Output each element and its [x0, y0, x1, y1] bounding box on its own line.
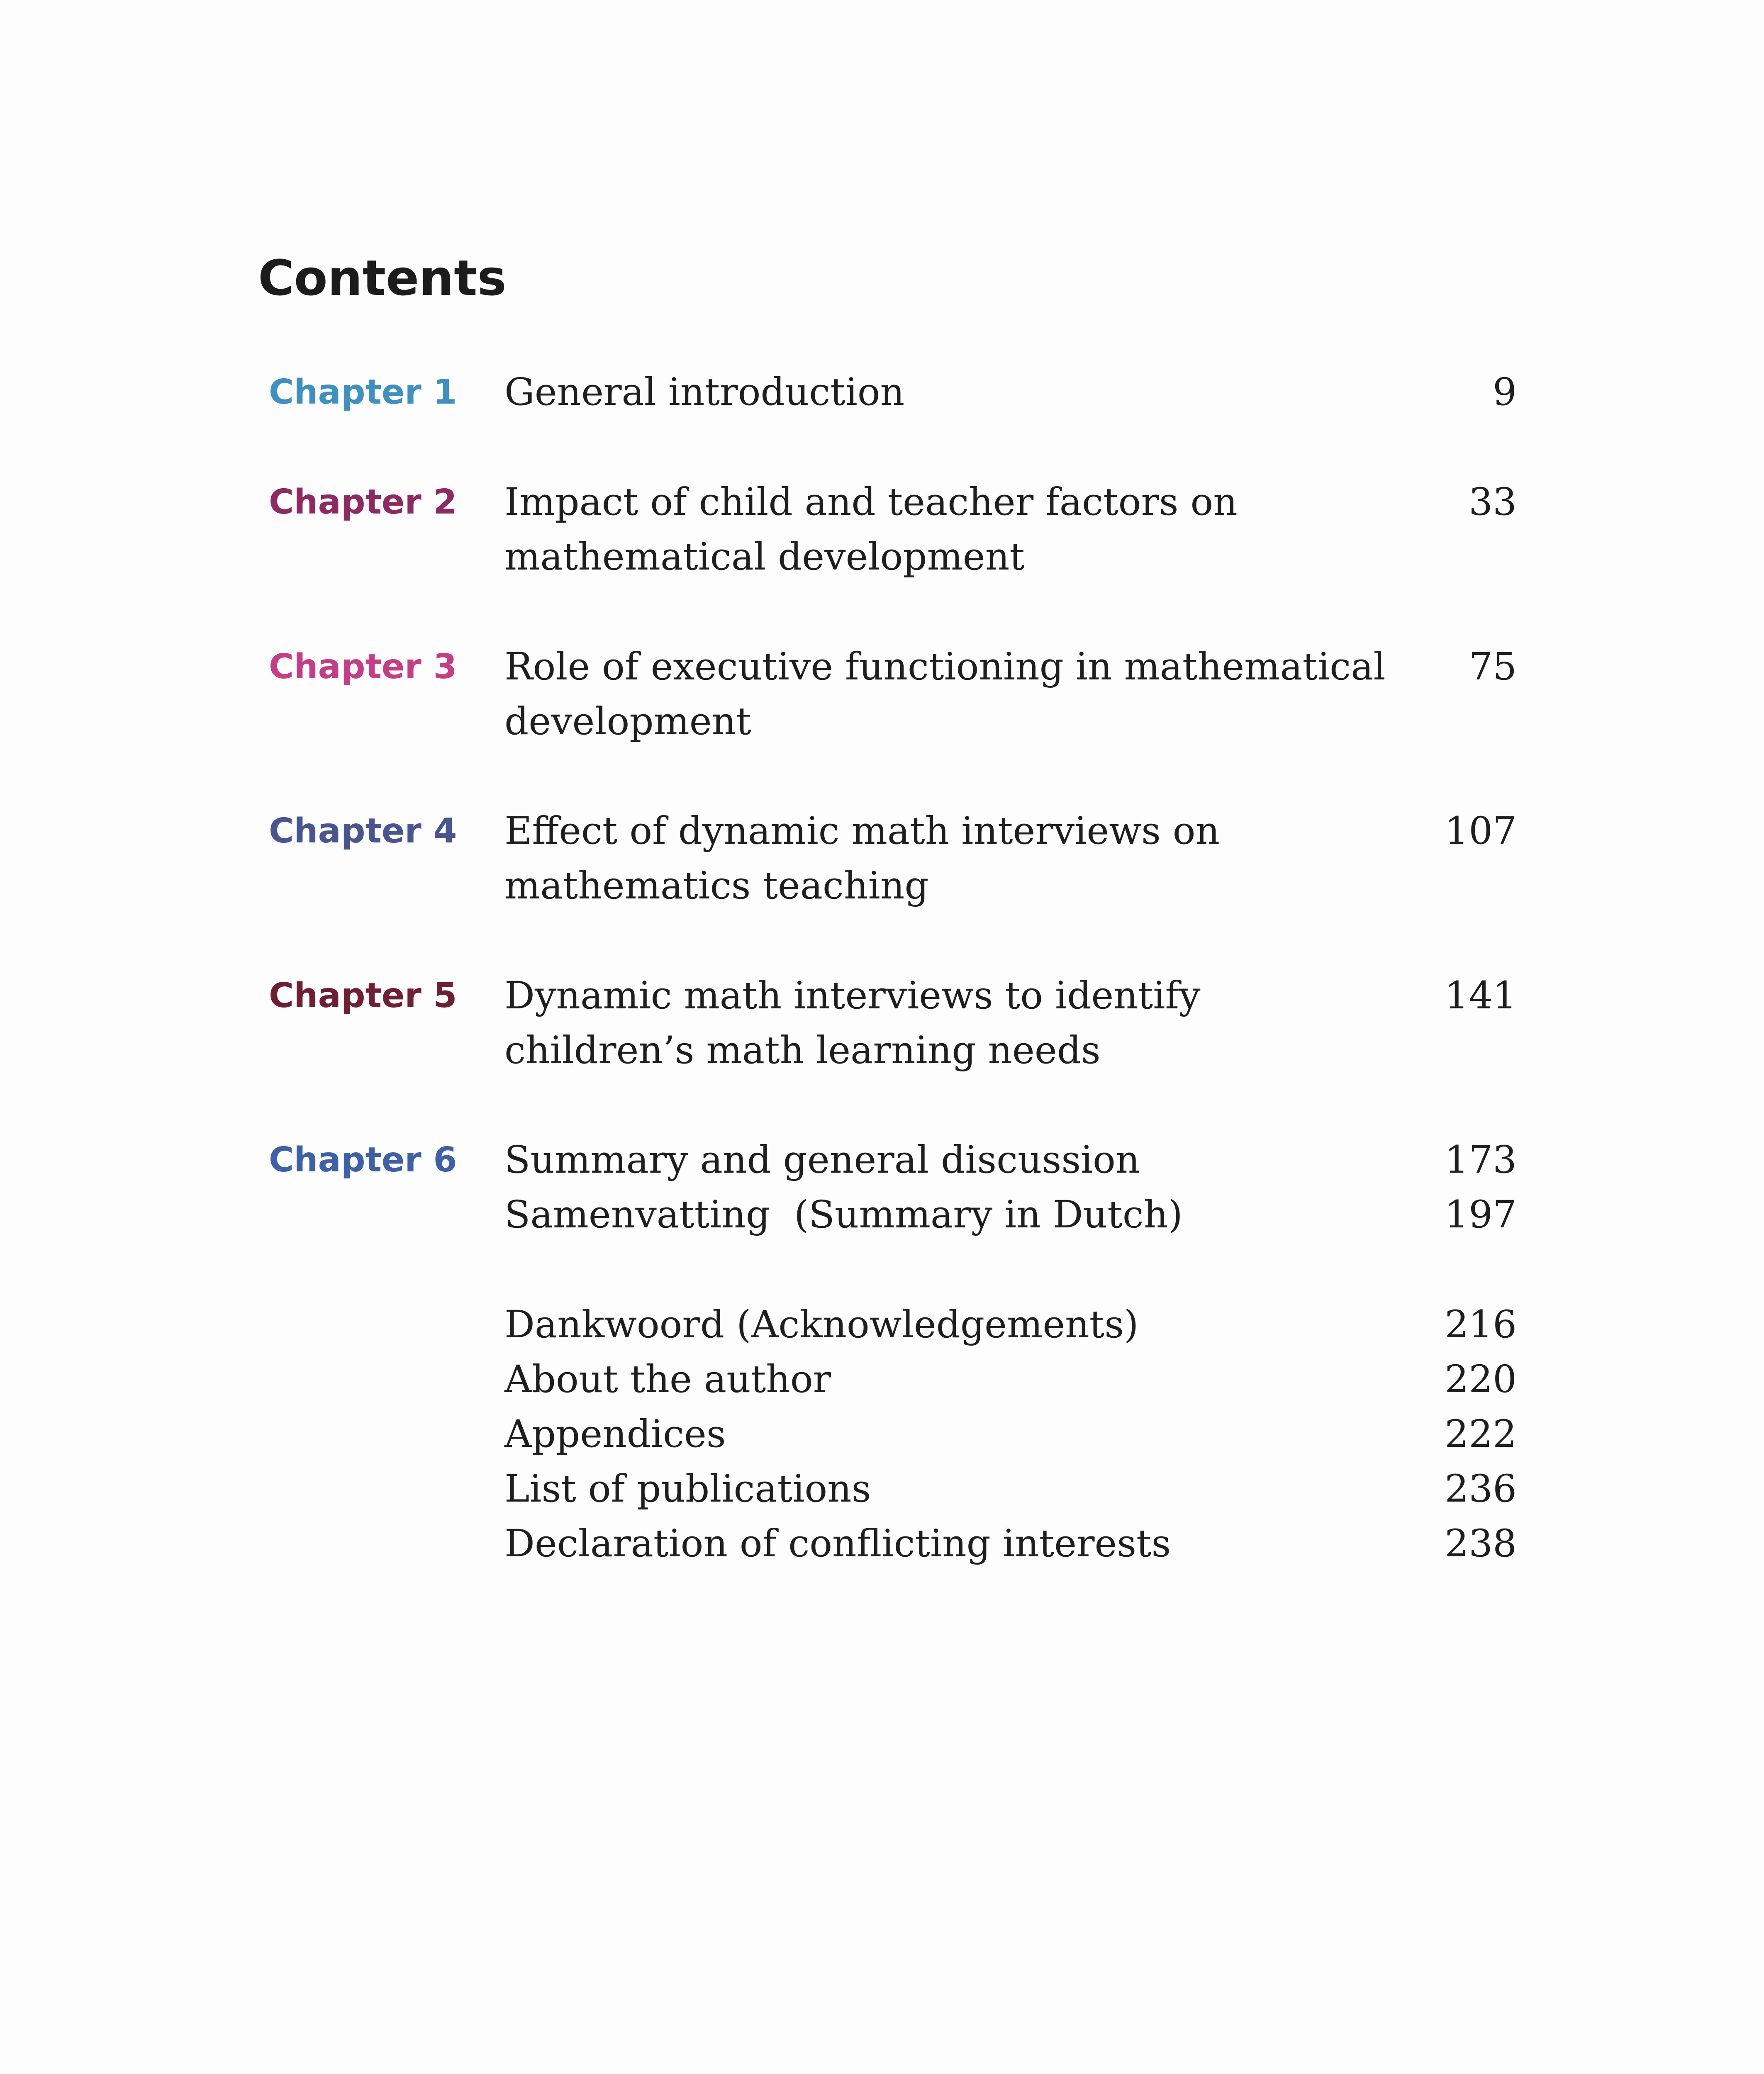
entry-page-number: 173 — [1445, 1138, 1517, 1182]
entry-page-number: 197 — [1445, 1193, 1517, 1237]
entry-page-number: 236 — [1445, 1467, 1517, 1511]
entry-title: Effect of dynamic math interviews on mathematics teaching — [504, 809, 1220, 908]
entry-page-number: 107 — [1445, 809, 1517, 853]
entry-page-number: 238 — [1445, 1522, 1517, 1565]
chapter-label: Chapter 1 — [269, 372, 457, 412]
entry-title: Declaration of conflicting interests — [504, 1522, 1171, 1565]
chapter-label: Chapter 6 — [269, 1140, 457, 1180]
page-title: Contents — [258, 249, 507, 307]
entry-title: Dankwoord (Acknowledgements) — [504, 1303, 1139, 1346]
entry-page-number: 75 — [1469, 645, 1517, 689]
entry-page-number: 220 — [1445, 1358, 1517, 1401]
chapter-label: Chapter 4 — [269, 811, 457, 851]
entry-title: Dynamic math interviews to identify children’s math learning needs — [504, 974, 1201, 1072]
entry-title: List of publications — [504, 1467, 871, 1511]
entry-title: About the author — [504, 1358, 831, 1401]
entry-title: Appendices — [504, 1412, 726, 1456]
entry-page-number: 216 — [1445, 1303, 1517, 1346]
entry-page-number: 141 — [1445, 974, 1517, 1018]
entry-page-number: 33 — [1469, 480, 1517, 524]
entry-title: Impact of child and teacher factors on mathematical development — [504, 480, 1238, 579]
chapter-label: Chapter 2 — [269, 482, 457, 522]
entry-title: General introduction — [504, 370, 905, 414]
chapter-label: Chapter 3 — [269, 647, 457, 686]
entry-title: Samenvatting (Summary in Dutch) — [504, 1193, 1183, 1237]
chapter-label: Chapter 5 — [269, 976, 457, 1015]
entry-title: Role of executive functioning in mathematical development — [504, 645, 1386, 743]
entry-page-number: 222 — [1445, 1412, 1517, 1456]
entry-page-number: 9 — [1493, 370, 1517, 414]
entry-title: Summary and general discussion — [504, 1138, 1140, 1182]
